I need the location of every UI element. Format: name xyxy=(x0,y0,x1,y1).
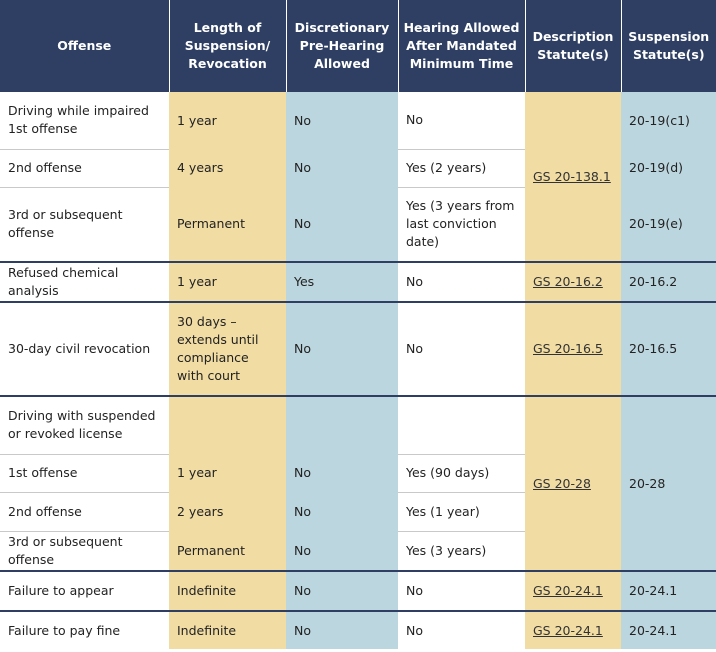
offense-cell: 3rd or subsequent offense xyxy=(0,531,169,571)
header-description-statute: Description Statute(s) xyxy=(525,0,621,92)
hearing-cell: Yes (2 years) xyxy=(398,149,525,187)
hearing-cell: Yes (3 years) xyxy=(398,531,525,571)
length-cell: 1 year xyxy=(169,92,286,149)
suspension-cell: 20-16.2 xyxy=(621,262,716,302)
statute-link[interactable]: GS 20-16.5 xyxy=(533,341,603,356)
statute-link[interactable]: GS 20-24.1 xyxy=(533,622,603,638)
table-row xyxy=(0,92,716,149)
offense-cell: 2nd offense xyxy=(0,492,169,531)
suspension-cell: 20-16.5 xyxy=(621,302,716,396)
description-cell xyxy=(525,396,621,571)
discretionary-cell xyxy=(286,396,398,454)
hearing-cell: No xyxy=(398,302,525,396)
statute-link[interactable]: GS 20-24.1 xyxy=(533,583,603,598)
discretionary-cell: No xyxy=(286,571,398,611)
offense-cell: 2nd offense xyxy=(0,149,169,187)
description-cell xyxy=(525,262,621,302)
hearing-cell: Yes (90 days) xyxy=(398,454,525,492)
hearing-cell: No xyxy=(398,262,525,302)
suspension-cell: 20-24.1 xyxy=(621,611,716,649)
suspension-cell: 20-19(e) xyxy=(621,187,716,262)
description-cell xyxy=(525,302,621,396)
discretionary-cell: No xyxy=(286,492,398,531)
length-cell: Permanent xyxy=(169,187,286,262)
length-cell: Indefinite xyxy=(169,571,286,611)
description-cell xyxy=(525,571,621,611)
length-cell: 4 years xyxy=(169,149,286,187)
table-row xyxy=(0,302,716,396)
offense-group-heading: Driving with suspended or revoked license xyxy=(0,396,169,454)
table-row xyxy=(0,611,716,649)
discretionary-cell: No xyxy=(286,611,398,649)
header-hearing: Hearing Allowed After Mandated Minimum Time xyxy=(398,0,525,92)
hearing-cell: No xyxy=(398,92,525,149)
offense-cell: 1st offense xyxy=(0,454,169,492)
table-row xyxy=(0,396,716,454)
hearing-cell: Yes (3 years from last conviction date) xyxy=(398,187,525,262)
discretionary-cell: No xyxy=(286,531,398,571)
header-discretionary: Discretionary Pre-Hearing Allowed xyxy=(286,0,398,92)
hearing-cell: Yes (1 year) xyxy=(398,492,525,531)
offense-cell: Refused chemical analysis xyxy=(0,262,169,302)
length-cell xyxy=(169,396,286,454)
suspension-cell: 20-19(d) xyxy=(621,149,716,187)
offense-cell: Failure to pay fine xyxy=(0,611,169,649)
statute-link[interactable]: GS 20-138.1 xyxy=(533,168,611,184)
statute-link[interactable]: GS 20-28 xyxy=(533,475,591,491)
suspension-cell: 20-24.1 xyxy=(621,571,716,611)
length-cell: 1 year xyxy=(169,262,286,302)
description-cell xyxy=(525,92,621,262)
suspension-cell: 20-28 xyxy=(621,396,716,571)
statute-link[interactable]: GS 20-16.2 xyxy=(533,274,603,289)
length-cell: Permanent xyxy=(169,531,286,571)
header-length: Length of Suspension/ Revocation xyxy=(169,0,286,92)
hearing-cell: No xyxy=(398,571,525,611)
length-cell: 2 years xyxy=(169,492,286,531)
offense-cell: Failure to appear xyxy=(0,571,169,611)
hearing-cell xyxy=(398,396,525,454)
offense-cell: 30-day civil revocation xyxy=(0,302,169,396)
discretionary-cell: No xyxy=(286,302,398,396)
table-row xyxy=(0,571,716,611)
length-cell: Indefinite xyxy=(169,611,286,649)
description-cell xyxy=(525,611,621,649)
length-cell: 1 year xyxy=(169,454,286,492)
discretionary-cell: No xyxy=(286,454,398,492)
length-cell: 30 days – extends until compliance with court xyxy=(169,302,286,396)
hearing-cell: No xyxy=(398,611,525,649)
header-suspension-statute: Suspension Statute(s) xyxy=(621,0,716,92)
discretionary-cell: No xyxy=(286,187,398,262)
table-row xyxy=(0,262,716,302)
discretionary-cell: No xyxy=(286,149,398,187)
offense-cell: Driving while impaired 1st offense xyxy=(0,92,169,149)
discretionary-cell: Yes xyxy=(286,262,398,302)
offense-cell: 3rd or subsequent offense xyxy=(0,187,169,262)
header-offense: Offense xyxy=(0,0,169,92)
header-row xyxy=(0,0,716,92)
discretionary-cell: No xyxy=(286,92,398,149)
suspension-cell: 20-19(c1) xyxy=(621,92,716,149)
